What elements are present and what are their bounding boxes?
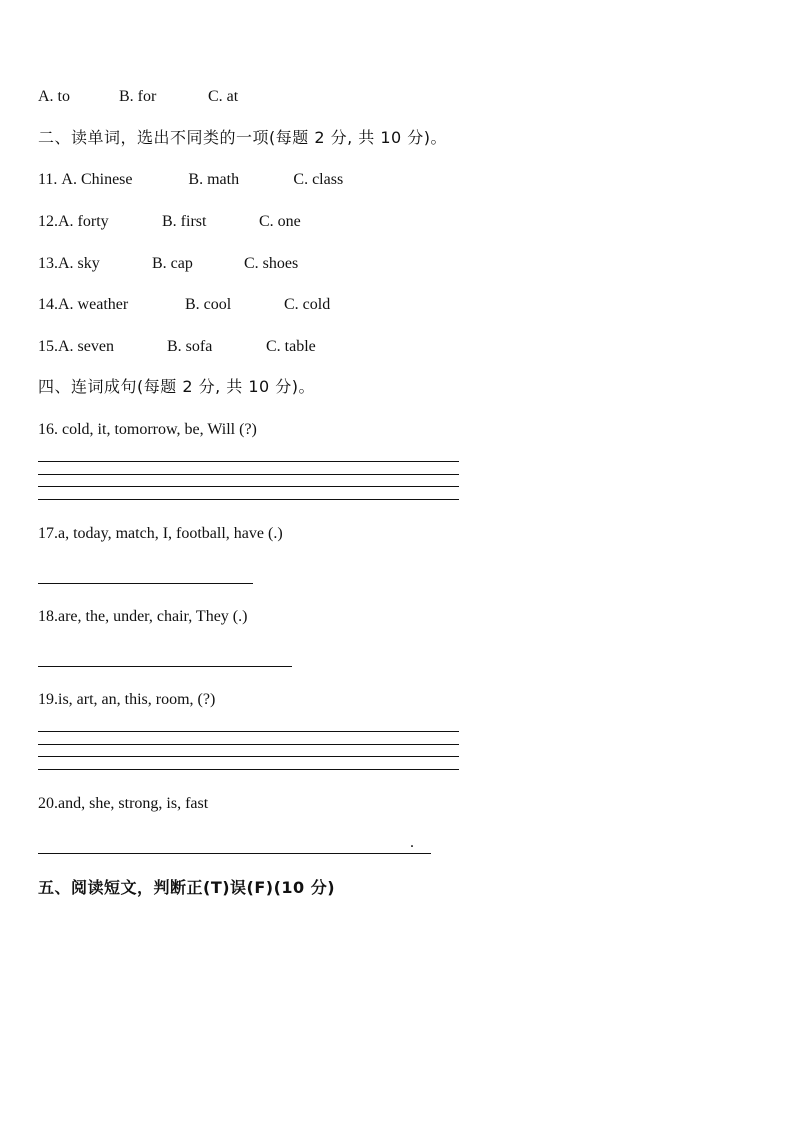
question-19: 19.is, art, an, this, room, (?) xyxy=(38,691,216,708)
answer-line xyxy=(38,744,459,745)
answer-line xyxy=(38,461,459,462)
question-12 xyxy=(38,212,301,232)
question-18: 18.are, the, under, chair, They (.) xyxy=(38,608,248,625)
question-15 xyxy=(38,337,316,357)
option-a: A. sky xyxy=(58,255,100,272)
sentence-end-mark: . xyxy=(410,834,414,851)
answer-line xyxy=(38,486,459,487)
question-number: 12. xyxy=(38,213,58,230)
answer-line xyxy=(38,666,292,667)
option-b: B. cap xyxy=(152,255,193,272)
option-b: B. cool xyxy=(185,296,232,313)
option-c: C. class xyxy=(293,171,344,188)
question-number: 13. xyxy=(38,255,58,272)
option-c: C. table xyxy=(266,338,316,355)
question-11 xyxy=(38,170,343,190)
option-c: C. one xyxy=(259,213,301,230)
question-14 xyxy=(38,295,330,315)
question-number: 11. xyxy=(38,171,62,188)
option-b: B. math xyxy=(188,171,240,188)
question-13 xyxy=(38,254,298,274)
question-20: 20.and, she, strong, is, fast xyxy=(38,795,209,812)
option-a: A. seven xyxy=(58,338,114,355)
option-c: C. cold xyxy=(284,296,331,313)
section4-heading: 四、连词成句(每题 2 分, 共 10 分)。 xyxy=(38,377,316,396)
question-17: 17.a, today, match, I, football, have (.) xyxy=(38,525,283,542)
answer-line xyxy=(419,853,431,854)
answer-line xyxy=(38,853,431,854)
q10-options xyxy=(38,87,238,107)
section2-heading: 二、读单词，选出不同类的一项(每题 2 分, 共 10 分)。 xyxy=(38,128,448,147)
option-b: B. sofa xyxy=(167,338,213,355)
answer-line xyxy=(38,583,253,584)
question-number: 14. xyxy=(38,296,58,313)
q10-option-a: A. to xyxy=(38,88,70,105)
option-c: C. shoes xyxy=(244,255,299,272)
q10-option-c: C. at xyxy=(208,88,239,105)
option-a: A. forty xyxy=(58,213,109,230)
answer-line xyxy=(38,769,459,770)
option-a: A. weather xyxy=(58,296,129,313)
q10-option-b: B. for xyxy=(119,88,157,105)
question-16: 16. cold, it, tomorrow, be, Will (?) xyxy=(38,421,257,438)
section5-heading: 五、阅读短文，判断正(T)误(F)(10 分) xyxy=(38,878,336,897)
answer-line xyxy=(38,756,459,757)
answer-line xyxy=(38,731,459,732)
question-number: 15. xyxy=(38,338,58,355)
option-b: B. first xyxy=(162,213,207,230)
option-a: A. Chinese xyxy=(61,171,133,188)
answer-line xyxy=(38,499,459,500)
answer-line xyxy=(38,474,459,475)
